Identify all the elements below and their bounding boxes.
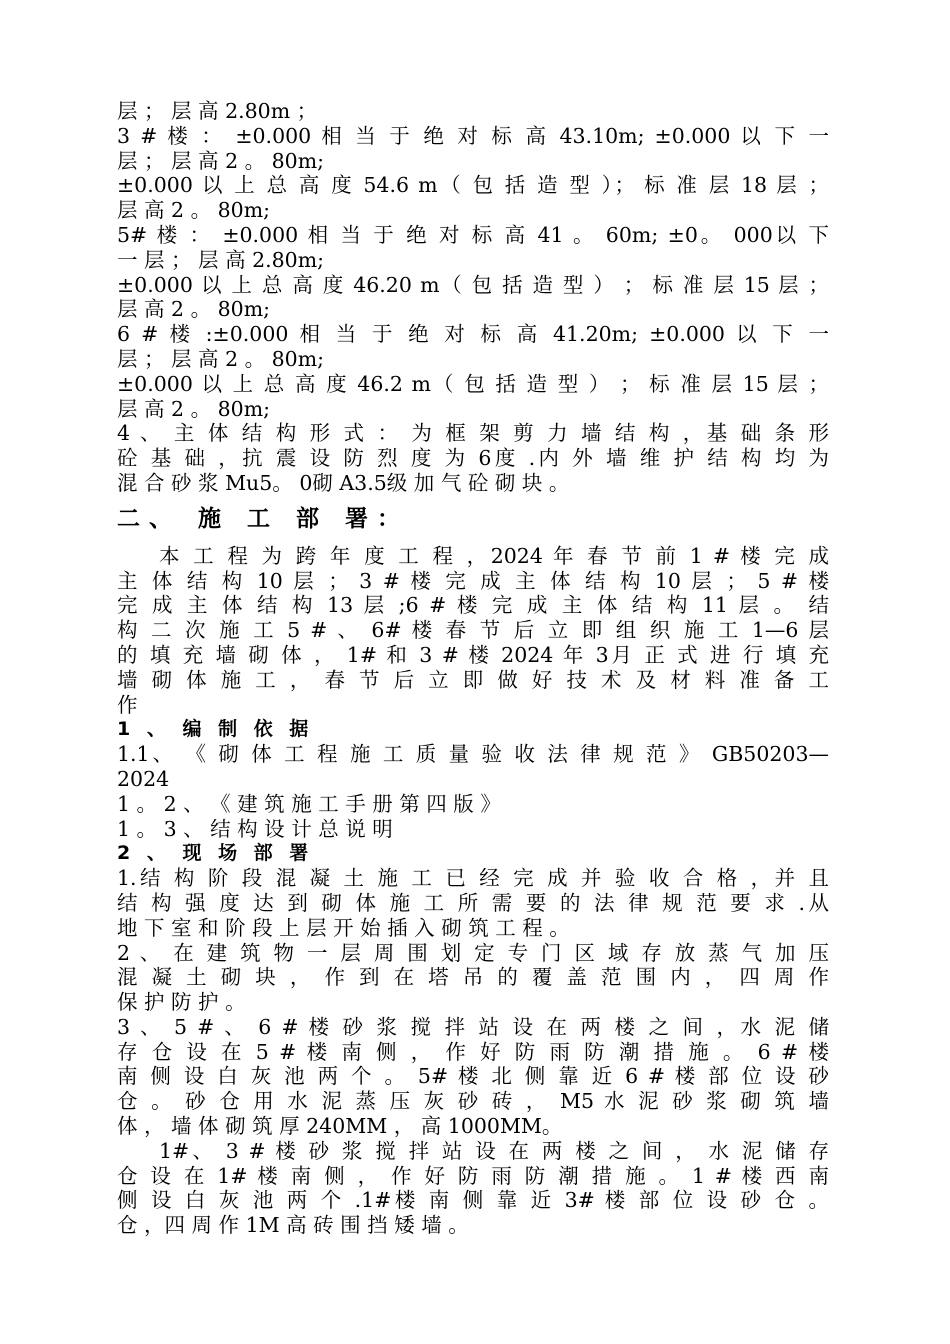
text-line: 层 高 2 。 80m;: [117, 297, 271, 322]
text-line: 5# 楼 ： ±0.000 相 当 于 绝 对 标 高 41 。 60m; ±0。 000以 下: [117, 222, 829, 247]
text-line: 混 合 砂 浆 Mu5。 0砌 A3.5级 加 气 砼 砌 块 。: [117, 470, 570, 495]
list-item: 1 。 3 、 结 构 设 计 总 说 明: [117, 816, 393, 841]
text-line: ±0.000 以 上 总 高 度 54.6 m（ 包 括 造 型 ）； 标 准 层 18 层 ；: [117, 173, 829, 198]
text-line: 构 二 次 施 工 5 # 、 6# 楼 春 节 后 立 即 组 织 施 工 1—6 层: [117, 618, 829, 643]
text-line: 层 ； 层 高 2 。 80m;: [117, 346, 325, 371]
basis-list: [117, 742, 829, 841]
text-line: 混 凝 土 砌 块 ， 作 到 在 塔 吊 的 覆 盖 范 围 内 ， 四 周 作: [117, 965, 829, 990]
text-line: 层 ； 层 高 2.80m ；: [117, 99, 318, 123]
text-line: 2 、 在 建 筑 物 一 层 周 围 划 定 专 门 区 域 存 放 蒸 气 加 压: [117, 940, 829, 965]
text-line: 一 层 ； 层 高 2.80m;: [117, 247, 325, 272]
text-line: 地 下 室 和 阶 段 上 层 开 始 插 入 砌 筑 工 程 。: [117, 915, 570, 940]
text-line: 3 # 楼 ： ±0.000 相 当 于 绝 对 标 高 43.10m; ±0.000 以 下 一: [117, 123, 829, 148]
text-line: 作: [117, 692, 138, 717]
text-line: 主 体 结 构 10 层 ； 3 # 楼 完 成 主 体 结 构 10 层 ； 5 # 楼: [117, 568, 829, 593]
text-line: 层 高 2 。 80m;: [117, 198, 271, 223]
site-deployment-list: [117, 866, 829, 1139]
text-line: 保 护 防 护 。: [117, 990, 246, 1015]
project-overview-block: [117, 99, 829, 496]
text-line: 存 仓 设 在 5 # 楼 南 侧 ， 作 好 防 雨 防 潮 措 施 。 6 # 楼: [117, 1039, 829, 1064]
mixing-station-paragraph: [117, 1139, 829, 1238]
text-line: ±0.000 以 上 总 高 度 46.20 m（ 包 括 造 型 ） ； 标 准 层 15 层 ；: [117, 272, 829, 297]
text-line: 层 高 2 。 80m;: [117, 396, 271, 421]
section-heading-construction-deployment: 二、 施 工 部 署：: [117, 505, 410, 532]
subsection-heading-basis: 1 、 编 制 依 据: [117, 718, 314, 741]
text-line: 6 # 楼 :±0.000 相 当 于 绝 对 标 高 41.20m; ±0.000 以 下 一: [117, 322, 829, 347]
text-line: 结 构 强 度 达 到 砌 体 施 工 所 需 要 的 法 律 规 范 要 求 .从: [117, 890, 829, 915]
document-body: [117, 99, 829, 1238]
construction-deployment-paragraph: [117, 544, 829, 718]
text-line: 4 、 主 体 结 构 形 式 ： 为 框 架 剪 力 墙 结 构 ，基 础 条 形: [117, 421, 829, 446]
text-line: 体 ， 墙 体 砌 筑 厚 240MM ， 高 1000MM。: [117, 1114, 563, 1139]
text-line: ±0.000 以 上 总 高 度 46.2 m（ 包 括 造 型 ） ； 标 准 层 15 层 ；: [117, 371, 829, 396]
text-line: 仓 ，四 周 作 1M 高 砖 围 挡 矮 墙 。: [117, 1213, 469, 1238]
list-item: 1 。 2 、 《 建 筑 施 工 手 册 第 四 版 》: [117, 791, 501, 816]
subsection-heading-site-deployment: 2 、 现 场 部 署: [117, 842, 314, 865]
list-item: 1.1、 《 砌 体 工 程 施 工 质 量 验 收 法 律 规 范 》 GB50203—: [117, 742, 829, 767]
text-line: 仓 。 砂 仓 用 水 泥 蒸 压 灰 砂 砖 ， M5 水 泥 砂 浆 砌 筑 墙: [117, 1089, 829, 1114]
list-item: 2024: [117, 766, 170, 791]
text-line: 仓 设 在 1# 楼 南 侧 ， 作 好 防 雨 防 潮 措 施 。 1 # 楼 西 南: [117, 1163, 829, 1188]
text-line: 1#、 3 # 楼 砂 浆 搅 拌 站 设 在 两 楼 之 间 ， 水 泥 储 存: [159, 1138, 829, 1163]
text-line: 本 工 程 为 跨 年 度 工 程 ，2024 年 春 节 前 1 # 楼 完 成: [159, 543, 829, 568]
text-line: 3 、 5 # 、 6 # 楼 砂 浆 搅 拌 站 设 在 两 楼 之 间 ，水 泥 储: [117, 1014, 829, 1039]
text-line: 侧 设 白 灰 池 两 个 .1#楼 南 侧 靠 近 3# 楼 部 位 设 砂 仓 。: [117, 1188, 829, 1213]
text-line: 层 ； 层 高 2 。 80m;: [117, 148, 325, 173]
text-line: 1.结 构 阶 段 混 凝 土 施 工 已 经 完 成 并 验 收 合 格 ，并 且: [117, 866, 829, 891]
text-line: 砼 基 础 ，抗 震 设 防 烈 度 为 6度 .内 外 墙 维 护 结 构 均 为: [117, 446, 829, 471]
text-line: 的 填 充 墙 砌 体 ， 1# 和 3 # 楼 2024 年 3月 正 式 进 行 填 充: [117, 642, 829, 667]
text-line: 完 成 主 体 结 构 13 层 ;6 # 楼 完 成 主 体 结 构 11 层 。 结: [117, 593, 829, 618]
text-line: 墙 砌 体 施 工 ， 春 节 后 立 即 做 好 技 术 及 材 料 准 备 工: [117, 667, 829, 692]
text-line: 南 侧 设 白 灰 池 两 个 。 5# 楼 北 侧 靠 近 6 # 楼 部 位 设 砂: [117, 1064, 829, 1089]
